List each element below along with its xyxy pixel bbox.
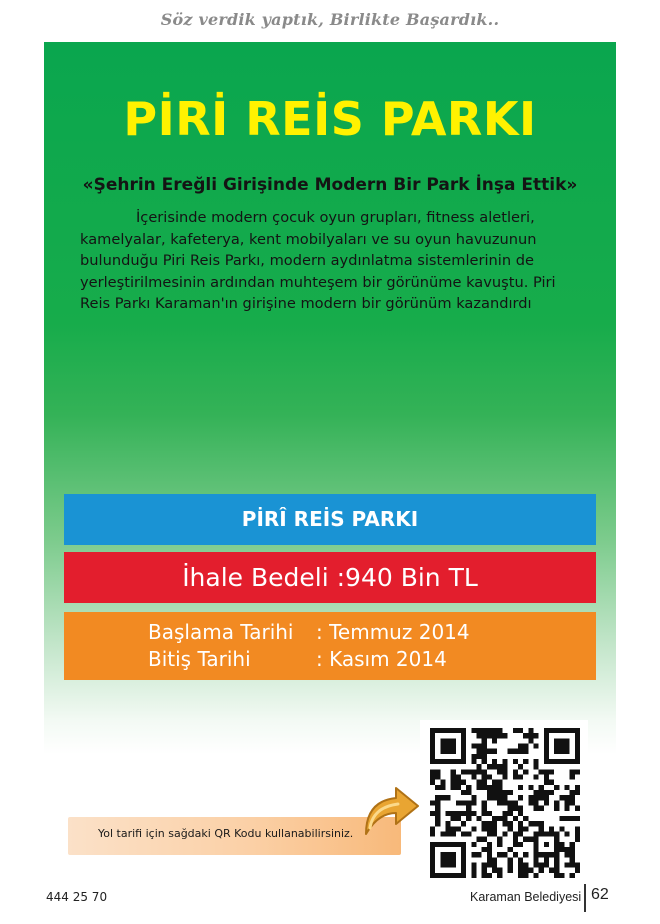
footer-organization: Karaman Belediyesi <box>470 890 582 904</box>
qr-code[interactable] <box>420 720 588 884</box>
curved-arrow-icon <box>360 782 422 838</box>
end-date-value: : Kasım 2014 <box>316 647 447 671</box>
header-motto: Söz verdik yaptık, Birlikte Başardık.. <box>160 10 500 29</box>
page-number: 62 <box>591 886 609 903</box>
project-name-bar: PİRÎ REİS PARKI <box>64 494 596 545</box>
directions-text: Yol tarifi için sağdaki QR Kodu kullanabilirsiniz. <box>98 827 354 840</box>
park-title: PİRİ REİS PARKI <box>123 92 537 146</box>
tender-price-bar: İhale Bedeli :940 Bin TL <box>64 552 596 603</box>
dates-bar <box>64 612 596 680</box>
start-date-row <box>148 620 470 646</box>
article-body: İçerisinde modern çocuk oyun grupları, fitness aletleri, kamelyalar, kafeterya, kent mobilyaları ve su oyun havuzunun bulunduğu Piri Reis Parkı, modern aydınlatma sistemlerinin de yerleştirilmesinin ardından muhteşem bir görünüme kavuştu. Piri Reis Parkı Karaman'ın girişine modern bir görünüm kazandırdı <box>80 209 556 313</box>
start-date-label: Başlama Tarihi <box>148 620 294 644</box>
footer-phone: 444 25 70 <box>46 890 108 904</box>
end-date-label: Bitiş Tarihi <box>148 647 251 671</box>
footer-divider <box>584 884 586 912</box>
start-date-value: : Temmuz 2014 <box>316 620 470 644</box>
end-date-row <box>148 647 447 673</box>
article-subheading: «Şehrin Ereğli Girişinde Modern Bir Park İnşa Ettik» <box>82 175 578 195</box>
qr-code-icon <box>430 728 580 878</box>
